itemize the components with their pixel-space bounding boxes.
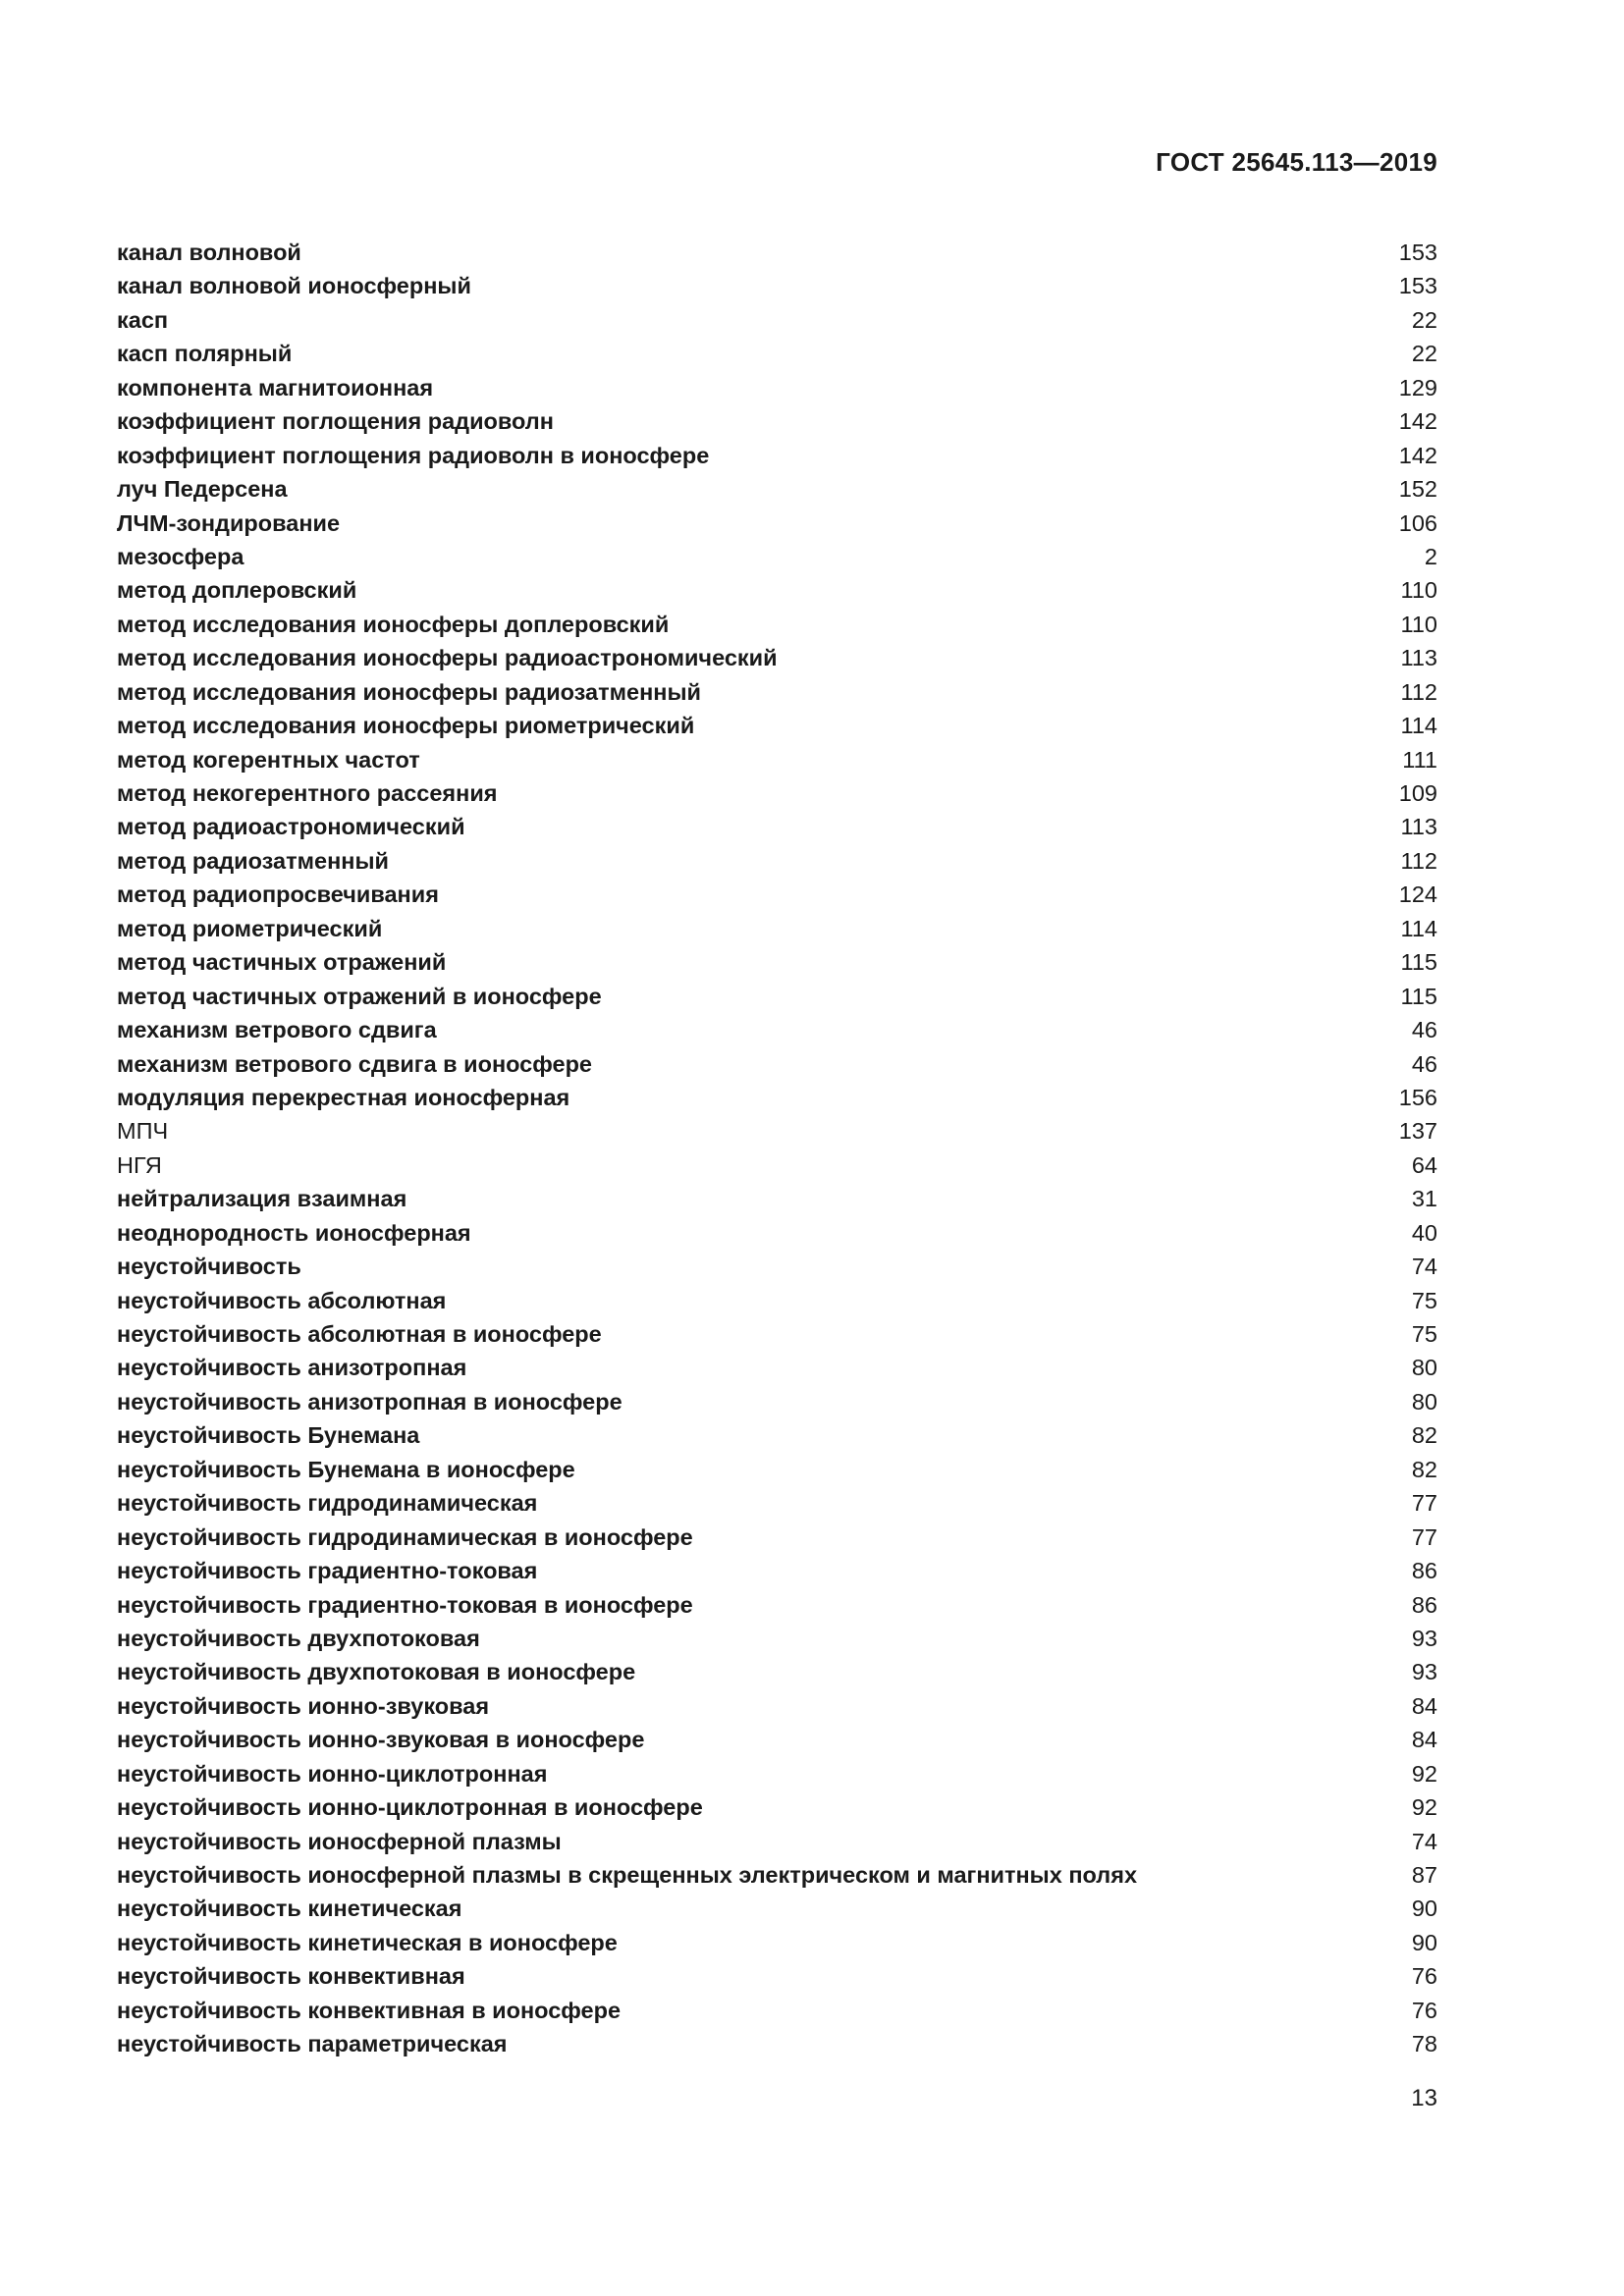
- index-term: неустойчивость ионосферной плазмы: [117, 1828, 562, 1854]
- index-entry: [117, 371, 1437, 404]
- index-term: неустойчивость двухпотоковая в ионосфере: [117, 1659, 636, 1685]
- index-term: неустойчивость ионно-циклотронная в ионосфере: [117, 1794, 703, 1821]
- index-term: коэффициент поглощения радиоволн в ионосфере: [117, 442, 710, 468]
- index-entry: [117, 1892, 1437, 1925]
- index-page-ref: 115: [1400, 949, 1437, 976]
- index-term: неустойчивость градиентно-токовая в ионосфере: [117, 1591, 693, 1618]
- index-entry: [117, 472, 1437, 506]
- index-page-ref: 22: [1411, 341, 1437, 367]
- index-entry: [117, 540, 1437, 573]
- index-page-ref: 112: [1400, 678, 1437, 705]
- index-term: коэффициент поглощения радиоволн: [117, 408, 554, 435]
- index-entry: [117, 1418, 1437, 1452]
- alphabetical-index: [117, 236, 1437, 2061]
- index-term: неустойчивость анизотропная в ионосфере: [117, 1388, 623, 1415]
- index-page-ref: 40: [1411, 1219, 1437, 1246]
- index-entry: [117, 1250, 1437, 1283]
- index-term: неустойчивость параметрическая: [117, 2031, 508, 2057]
- index-entry: [117, 675, 1437, 709]
- index-entry: [117, 844, 1437, 878]
- index-entry: [117, 1622, 1437, 1655]
- index-term: механизм ветрового сдвига в ионосфере: [117, 1050, 592, 1077]
- index-page-ref: 77: [1411, 1523, 1437, 1550]
- index-page-ref: 153: [1398, 240, 1437, 265]
- index-term: нейтрализация взаимная: [117, 1186, 407, 1212]
- index-term: неустойчивость конвективная: [117, 1963, 465, 1990]
- index-term: неустойчивость кинетическая: [117, 1896, 462, 1922]
- index-entry: [117, 1858, 1437, 1892]
- index-page-ref: 74: [1411, 1254, 1437, 1280]
- index-page-ref: 142: [1398, 408, 1437, 435]
- index-entry: [117, 1926, 1437, 1959]
- index-term: мезосфера: [117, 543, 244, 569]
- index-term: неустойчивость кинетическая в ионосфере: [117, 1929, 618, 1955]
- index-term: неустойчивость абсолютная в ионосфере: [117, 1321, 602, 1347]
- index-entry: [117, 507, 1437, 540]
- index-entry: [117, 1554, 1437, 1587]
- index-page-ref: 84: [1411, 1692, 1437, 1719]
- index-term: неоднородность ионосферная: [117, 1219, 471, 1246]
- index-page-ref: 87: [1411, 1862, 1437, 1888]
- index-entry: [117, 1013, 1437, 1046]
- index-entry: [117, 404, 1437, 438]
- index-page-ref: 112: [1400, 847, 1437, 874]
- index-term: неустойчивость гидродинамическая: [117, 1490, 538, 1517]
- index-term: метод риометрический: [117, 915, 383, 941]
- index-entry: [117, 303, 1437, 337]
- index-page-ref: 129: [1398, 374, 1437, 400]
- index-term: метод радиоастрономический: [117, 814, 465, 840]
- index-term: метод некогерентного рассеяния: [117, 780, 498, 806]
- index-page-ref: 82: [1411, 1456, 1437, 1482]
- index-entry: [117, 2027, 1437, 2060]
- index-term: модуляция перекрестная ионосферная: [117, 1084, 570, 1110]
- index-page-ref: 153: [1398, 273, 1437, 299]
- index-entry: [117, 1994, 1437, 2027]
- index-entry: [117, 1182, 1437, 1215]
- index-page-ref: 106: [1398, 509, 1437, 536]
- index-entry: [117, 1453, 1437, 1486]
- index-entry: [117, 236, 1437, 269]
- index-term: неустойчивость градиентно-токовая: [117, 1558, 538, 1584]
- index-entry: [117, 1284, 1437, 1317]
- index-entry: [117, 1351, 1437, 1384]
- index-page-ref: 76: [1411, 1997, 1437, 2023]
- index-page-ref: 86: [1411, 1558, 1437, 1584]
- index-page-ref: 75: [1411, 1321, 1437, 1347]
- index-entry: [117, 608, 1437, 641]
- index-page-ref: 74: [1411, 1828, 1437, 1854]
- index-page-ref: 92: [1411, 1794, 1437, 1821]
- index-entry: [117, 573, 1437, 607]
- index-page-ref: 2: [1424, 543, 1437, 569]
- index-page-ref: 124: [1398, 881, 1437, 908]
- index-entry: [117, 1757, 1437, 1790]
- index-entry: [117, 1317, 1437, 1351]
- index-entry: [117, 1825, 1437, 1858]
- index-page-ref: 22: [1411, 306, 1437, 333]
- index-page-ref: 114: [1400, 915, 1437, 941]
- index-page-ref: 64: [1411, 1151, 1437, 1178]
- index-entry: [117, 878, 1437, 911]
- index-page-ref: 92: [1411, 1760, 1437, 1787]
- index-term: луч Педерсена: [117, 476, 288, 503]
- index-entry: [117, 1385, 1437, 1418]
- index-page-ref: 90: [1411, 1929, 1437, 1955]
- index-term: метод частичных отражений в ионосфере: [117, 983, 602, 1009]
- index-page-ref: 109: [1398, 780, 1437, 806]
- index-entry: [117, 1723, 1437, 1756]
- index-entry: [117, 776, 1437, 810]
- index-entry: [117, 743, 1437, 776]
- index-page-ref: 142: [1398, 442, 1437, 468]
- index-entry: [117, 1114, 1437, 1148]
- index-entry: [117, 337, 1437, 370]
- index-term: метод частичных отражений: [117, 949, 447, 976]
- index-page-ref: 80: [1411, 1388, 1437, 1415]
- index-term: метод радиозатменный: [117, 847, 389, 874]
- index-term: механизм ветрового сдвига: [117, 1017, 437, 1043]
- index-page-ref: 137: [1398, 1118, 1437, 1145]
- index-page-ref: 93: [1411, 1625, 1437, 1651]
- index-entry: [117, 1790, 1437, 1824]
- index-entry: [117, 1959, 1437, 1993]
- index-term: метод исследования ионосферы риометрический: [117, 713, 695, 739]
- index-term: канал волновой ионосферный: [117, 273, 471, 299]
- index-page-ref: 93: [1411, 1659, 1437, 1685]
- index-entry: [117, 912, 1437, 945]
- index-page-ref: 76: [1411, 1963, 1437, 1990]
- index-term: касп полярный: [117, 341, 293, 367]
- index-entry: [117, 641, 1437, 674]
- index-term: ЛЧМ-зондирование: [117, 509, 341, 536]
- index-term: касп: [117, 306, 169, 333]
- index-page-ref: 31: [1411, 1186, 1437, 1212]
- index-term: метод доплеровский: [117, 577, 357, 604]
- index-page-ref: 113: [1400, 814, 1437, 840]
- index-term: метод когерентных частот: [117, 746, 420, 773]
- index-entry: [117, 269, 1437, 302]
- standard-header: ГОСТ 25645.113—2019: [1156, 147, 1437, 177]
- index-entry: [117, 1588, 1437, 1622]
- index-term: МПЧ: [117, 1118, 169, 1145]
- index-page-ref: 75: [1411, 1287, 1437, 1313]
- index-entry: [117, 1047, 1437, 1081]
- index-page-ref: 78: [1411, 2031, 1437, 2057]
- index-entry: [117, 945, 1437, 979]
- index-page-ref: 156: [1398, 1084, 1437, 1110]
- index-page-ref: 86: [1411, 1591, 1437, 1618]
- index-term: неустойчивость двухпотоковая: [117, 1625, 480, 1651]
- index-term: неустойчивость ионно-циклотронная: [117, 1760, 548, 1787]
- index-entry: [117, 980, 1437, 1013]
- index-page-ref: 110: [1400, 577, 1437, 604]
- index-entry: [117, 1521, 1437, 1554]
- index-term: неустойчивость гидродинамическая в ионосфере: [117, 1523, 693, 1550]
- index-entry: [117, 1486, 1437, 1520]
- index-entry: [117, 1148, 1437, 1182]
- index-page-ref: 77: [1411, 1490, 1437, 1517]
- index-term: канал волновой: [117, 240, 301, 265]
- index-term: неустойчивость: [117, 1254, 301, 1280]
- index-entry: [117, 1689, 1437, 1723]
- index-term: неустойчивость ионно-звуковая: [117, 1692, 490, 1719]
- index-page-ref: 90: [1411, 1896, 1437, 1922]
- index-term: НГЯ: [117, 1151, 162, 1178]
- index-term: неустойчивость абсолютная: [117, 1287, 447, 1313]
- index-entry: [117, 1655, 1437, 1688]
- index-term: метод исследования ионосферы доплеровский: [117, 611, 670, 637]
- index-page-ref: 110: [1400, 611, 1437, 637]
- index-page-ref: 46: [1411, 1017, 1437, 1043]
- index-term: компонента магнитоионная: [117, 374, 434, 400]
- index-page-ref: 152: [1398, 476, 1437, 503]
- index-entry: [117, 1081, 1437, 1114]
- index-entry: [117, 1216, 1437, 1250]
- index-entry: [117, 709, 1437, 742]
- index-page-ref: 46: [1411, 1050, 1437, 1077]
- index-page-ref: 114: [1400, 713, 1437, 739]
- index-page-ref: 80: [1411, 1355, 1437, 1381]
- index-page-ref: 111: [1402, 746, 1437, 773]
- index-page-ref: 82: [1411, 1422, 1437, 1449]
- index-term: неустойчивость ионосферной плазмы в скрещенных электрическом и магнитных полях: [117, 1862, 1138, 1888]
- index-term: метод исследования ионосферы радиозатменный: [117, 678, 701, 705]
- index-page-ref: 84: [1411, 1727, 1437, 1753]
- index-term: неустойчивость Бунемана в ионосфере: [117, 1456, 575, 1482]
- index-page-ref: 115: [1400, 983, 1437, 1009]
- index-entry: [117, 439, 1437, 472]
- index-page-ref: 113: [1400, 645, 1437, 671]
- index-term: метод исследования ионосферы радиоастрономический: [117, 645, 778, 671]
- index-term: метод радиопросвечивания: [117, 881, 439, 908]
- page-number: 13: [1411, 2085, 1437, 2111]
- index-term: неустойчивость анизотропная: [117, 1355, 467, 1381]
- index-entry: [117, 810, 1437, 843]
- index-term: неустойчивость Бунемана: [117, 1422, 420, 1449]
- index-term: неустойчивость конвективная в ионосфере: [117, 1997, 622, 2023]
- index-term: неустойчивость ионно-звуковая в ионосфере: [117, 1727, 645, 1753]
